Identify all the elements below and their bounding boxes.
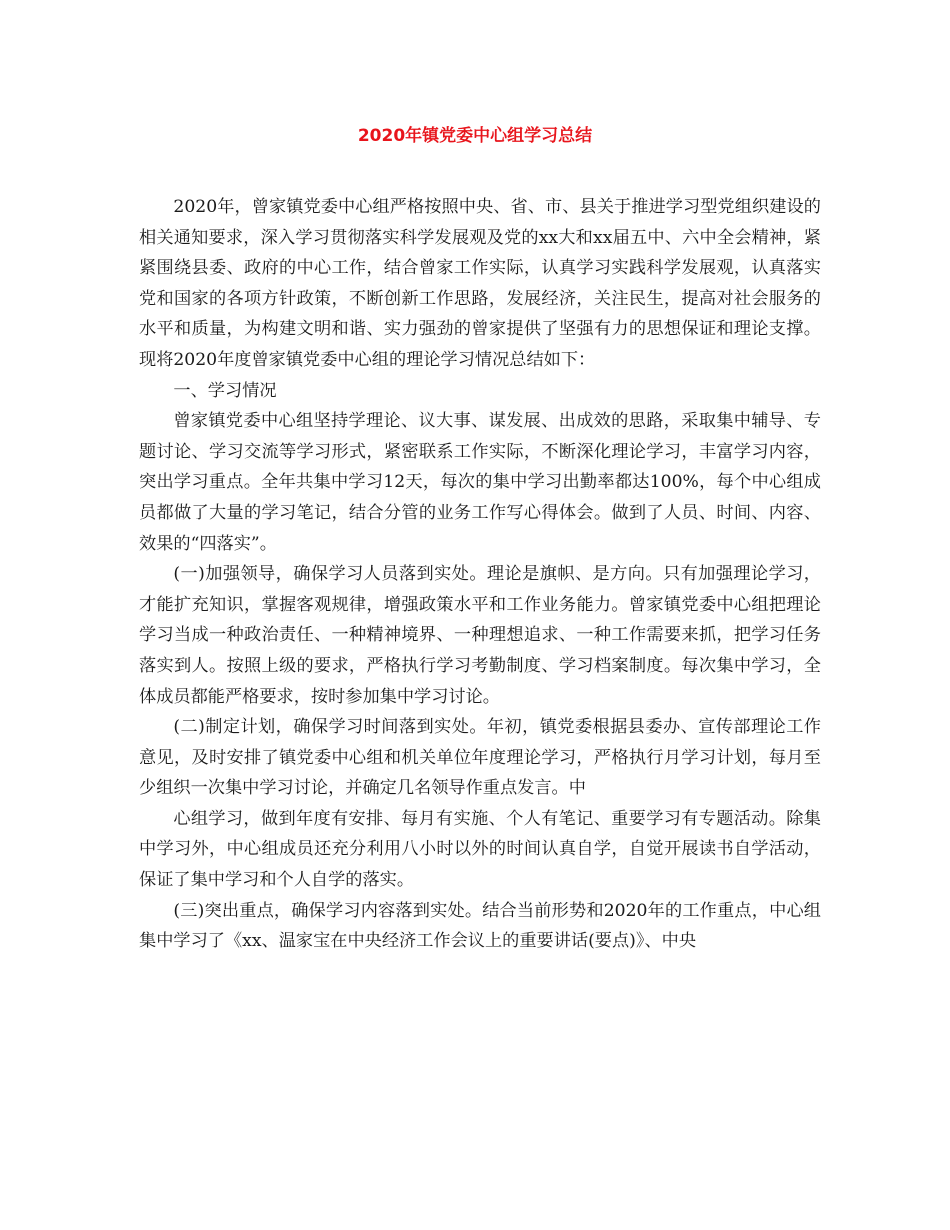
document-body xyxy=(139,192,821,957)
item-one-paragraph: (一)加强领导，确保学习人员落到实处。理论是旗帜、是方向。只有加强理论学习，才能扩充知识，掌握客观规律，增强政策水平和工作业务能力。曾家镇党委中心组把理论学习当成一种政治责任、一种精神境界、一种理想追求、一种工作需要来抓，把学习任务落实到人。按照上级的要求，严格执行学习考勤制度、学习档案制度。每次集中学习，全体成员都能严格要求，按时参加集中学习讨论。 xyxy=(139,564,821,707)
item-two-paragraph: (二)制定计划，确保学习时间落到实处。年初，镇党委根据县委办、宣传部理论工作意见，及时安排了镇党委中心组和机关单位年度理论学习，严格执行月学习计划，每月至少组织一次集中学习讨论，并确定几名领导作重点发言。中 xyxy=(139,717,821,799)
item-two-continued-paragraph: 心组学习，做到年度有安排、每月有实施、个人有笔记、重要学习有专题活动。除集中学习外，中心组成员还充分利用八小时以外的时间认真自学，自觉开展读书自学活动，保证了集中学习和个人自学的落实。 xyxy=(139,808,821,891)
document-title: 2020年镇党委中心组学习总结 xyxy=(357,126,593,146)
study-overview-paragraph: 曾家镇党委中心组坚持学理论、议大事、谋发展、出成效的思路，采取集中辅导、专题讨论、学习交流等学习形式，紧密联系工作实际，不断深化理论学习，丰富学习内容，突出学习重点。全年共集中学习12天，每次的集中学习出勤率都达100%，每个中心组成员都做了大量的学习笔记，结合分管的业务工作写心得体会。做到了人员、时间、内容、效果的“四落实”。 xyxy=(139,411,821,554)
item-three-paragraph: (三)突出重点，确保学习内容落到实处。结合当前形势和2020年的工作重点，中心组集中学习了《xx、温家宝在中央经济工作会议上的重要讲话(要点)》、中央 xyxy=(139,900,821,952)
section-heading-study-situation: 一、学习情况 xyxy=(173,380,277,401)
intro-paragraph: 2020年，曾家镇党委中心组严格按照中央、省、市、县关于推进学习型党组织建设的相关通知要求，深入学习贯彻落实科学发展观及党的xx大和xx届五中、六中全会精神，紧紧围绕县委、政府的中心工作，结合曾家工作实际，认真学习实践科学发展观，认真落实党和国家的各项方针政策，不断创新工作思路，发展经济，关注民生，提高对社会服务的水平和质量，为构建文明和谐、实力强劲的曾家提供了坚强有力的思想保证和理论支撑。现将2020年度曾家镇党委中心组的理论学习情况总结如下： xyxy=(139,197,821,370)
